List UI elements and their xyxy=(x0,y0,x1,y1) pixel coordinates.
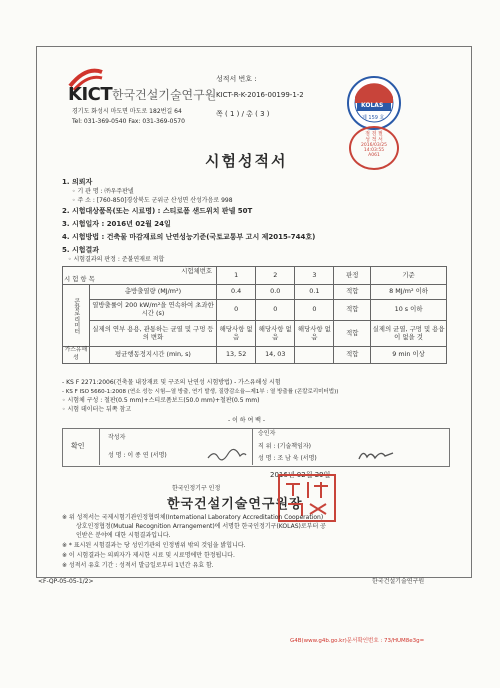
row3-v1: 해당사항 없음 xyxy=(217,321,256,347)
institute-head: 한국건설기술연구원장 xyxy=(167,497,303,512)
report-no-label: 성적서 번호 : xyxy=(216,75,257,83)
end-mark: - 이 하 여 백 - xyxy=(228,417,266,424)
result-judgement: ◦ 시험결과의 판정 : 준불연재료 적합 xyxy=(68,256,165,263)
stamp-line1: 점 검 필 xyxy=(365,131,383,137)
stamp-time: 14:03:55 xyxy=(363,148,385,153)
form-code: <F-QP-05-05-1/2> xyxy=(38,578,94,585)
note-1: - KS F 2271:2006(건축물 내장재료 및 구조의 난연성 시험방법) - 가스유해성 시험 xyxy=(62,379,281,386)
corner-top: 시험체번호 xyxy=(181,266,213,275)
section-3: 3. 시험일자 : 2016년 02월 24일 xyxy=(62,220,171,228)
kict-logo-text: KICT xyxy=(68,84,113,105)
approver-signature xyxy=(357,447,399,463)
stamp-date: 2016/03/25 xyxy=(361,143,387,148)
kolas-cert-no: 제 159 호 xyxy=(362,115,385,121)
footnote-1c: 인받은 분야에 대한 시험결과입니다. xyxy=(76,532,171,539)
row3-judge: 적합 xyxy=(334,321,371,347)
stamp-code: A061 xyxy=(368,153,380,158)
row1-v1: 0.4 xyxy=(217,285,256,300)
footnote-4: ※ 성적서 유효 기간 : 성적서 발급일로부터 1년간 유효 함. xyxy=(62,562,214,569)
note-2: - KS F ISO 5660-1:2008 (연소 성능 시험—열 방출, 연기 발생, 질량감소율—제1부 : 열 방출률 (콘칼로리미터법)) xyxy=(62,389,339,395)
row4-std: 9 min 이상 xyxy=(371,347,447,364)
section-4: 4. 시험방법 : 건축물 마감재료의 난연성능기준(국토교통부 고시 제2015-744호) xyxy=(62,233,316,241)
col-header-judge: 판정 xyxy=(334,267,371,285)
row4-v1: 13, 52 xyxy=(217,347,256,364)
col-header-2: 2 xyxy=(256,267,295,285)
approver-name: 성 명 : 조 남 욱 (서명) xyxy=(258,455,317,462)
institute-sub: 한국인정기구 인정 xyxy=(172,485,221,492)
row3-item: 실제의 연부 용용, 관통하는 균열 및 구멍 등의 변화 xyxy=(89,321,216,347)
client-address: ◦ 주 소 : [760-850]경상북도 군위군 산성면 산성가음로 998 xyxy=(72,197,233,204)
row2-v2: 0 xyxy=(256,300,295,321)
report-no: KICT-R-K-2016-00199-1-2 xyxy=(216,91,304,99)
note-4: ◦ 시험 데이터는 뒤쪽 참고 xyxy=(62,406,132,413)
row2-judge: 적합 xyxy=(334,300,371,321)
row4-v3 xyxy=(295,347,334,364)
writer-signature xyxy=(206,447,248,461)
org-name: 한국건설기술연구원 xyxy=(112,88,217,102)
group-gas-toxicity: 가스유해성 xyxy=(63,347,90,364)
row2-v1: 0 xyxy=(217,300,256,321)
row4-item: 평균행동정지시간 (min, s) xyxy=(89,347,216,364)
row1-v2: 0.0 xyxy=(256,285,295,300)
row2-v3: 0 xyxy=(295,300,334,321)
row1-std: 8 MJ/m² 이하 xyxy=(371,285,447,300)
results-table xyxy=(62,266,447,364)
row2-std: 10 s 이하 xyxy=(371,300,447,321)
footnote-1b: 상호인정협정(Mutual Recognition Arrangement)에 서명한 한국인정기구(KOLAS)로부터 공 xyxy=(76,523,326,530)
client-name: ◦ 기 관 명 : ㈜우주판넬 xyxy=(72,188,134,195)
issue-date: 2016년 02월 29일 xyxy=(270,471,331,479)
note-3: ◦ 시험체 구성 : 철판(0.5 mm)+스티로폼보드(50.0 mm)+철판(0.5 mm) xyxy=(62,397,260,404)
approver-position: 직 위 : (기술책임자) xyxy=(258,443,311,450)
section-1: 1. 의뢰자 xyxy=(62,178,93,186)
row1-v3: 0.1 xyxy=(295,285,334,300)
footnote-3: ※ 이 시험결과는 의뢰자가 제시한 시료 및 시료명에만 한정됩니다. xyxy=(62,552,235,559)
row4-v2: 14, 03 xyxy=(256,347,295,364)
section-2: 2. 시험대상품목(또는 시료명) : 스티로폼 샌드위치 판넬 50T xyxy=(62,207,253,215)
approver-title: 승인자 xyxy=(258,430,276,437)
section-5: 5. 시험결과 xyxy=(62,246,100,254)
row3-std: 실제의 균열, 구멍 및 용융이 없을 것 xyxy=(371,321,447,347)
footer-org: 한국건설기술연구원 xyxy=(372,578,425,585)
col-header-1: 1 xyxy=(217,267,256,285)
stamp-line2: 성 적 서 xyxy=(365,137,383,143)
col-header-std: 기준 xyxy=(371,267,447,285)
page-info: 쪽 ( 1 ) / 총 ( 3 ) xyxy=(216,110,270,118)
row3-v2: 해당사항 없음 xyxy=(256,321,295,347)
table-corner xyxy=(63,267,217,285)
row2-item: 열방출률이 200 kW/m²을 연속하여 초과한 시간 (s) xyxy=(89,300,216,321)
inspection-stamp xyxy=(349,126,399,170)
corner-bottom: 시 험 항 목 xyxy=(64,274,95,283)
writer-title: 작성자 xyxy=(108,434,126,441)
page-title: 시험성적서 xyxy=(205,152,288,170)
org-tel-fax: Tel: 031-369-0540 Fax: 031-369-0570 xyxy=(72,118,185,125)
row3-v3: 해당사항 없음 xyxy=(295,321,334,347)
confirm-label: 확인 xyxy=(71,442,85,450)
document-verify-url: G4B(www.g4b.go.kr)문서확인번호 : 73/HUM8e3g= xyxy=(290,638,425,644)
kolas-label: KOLAS xyxy=(361,102,384,109)
org-address: 경기도 화성시 마도면 마도로 182번길 64 xyxy=(72,108,182,115)
row1-item: 총방출열량 (MJ/m²) xyxy=(89,285,216,300)
row1-judge: 적합 xyxy=(334,285,371,300)
row4-judge: 적합 xyxy=(334,347,371,364)
col-header-3: 3 xyxy=(295,267,334,285)
footnote-1: ※ 위 성적서는 국제시험기관인정협력체(International Laboratory Accreditation Cooperation) xyxy=(62,514,324,521)
group-cone-calorimeter: 콘칼로리미터 xyxy=(63,285,90,347)
footnote-2: ※ * 표시된 시험결과는 당 성인기관의 인정범위 밖의 것임을 밝힙니다. xyxy=(62,542,246,549)
confirm-divider-1 xyxy=(99,428,100,465)
writer-name: 성 명 : 이 종 연 (서명) xyxy=(108,452,167,459)
confirm-divider-2 xyxy=(252,428,253,465)
